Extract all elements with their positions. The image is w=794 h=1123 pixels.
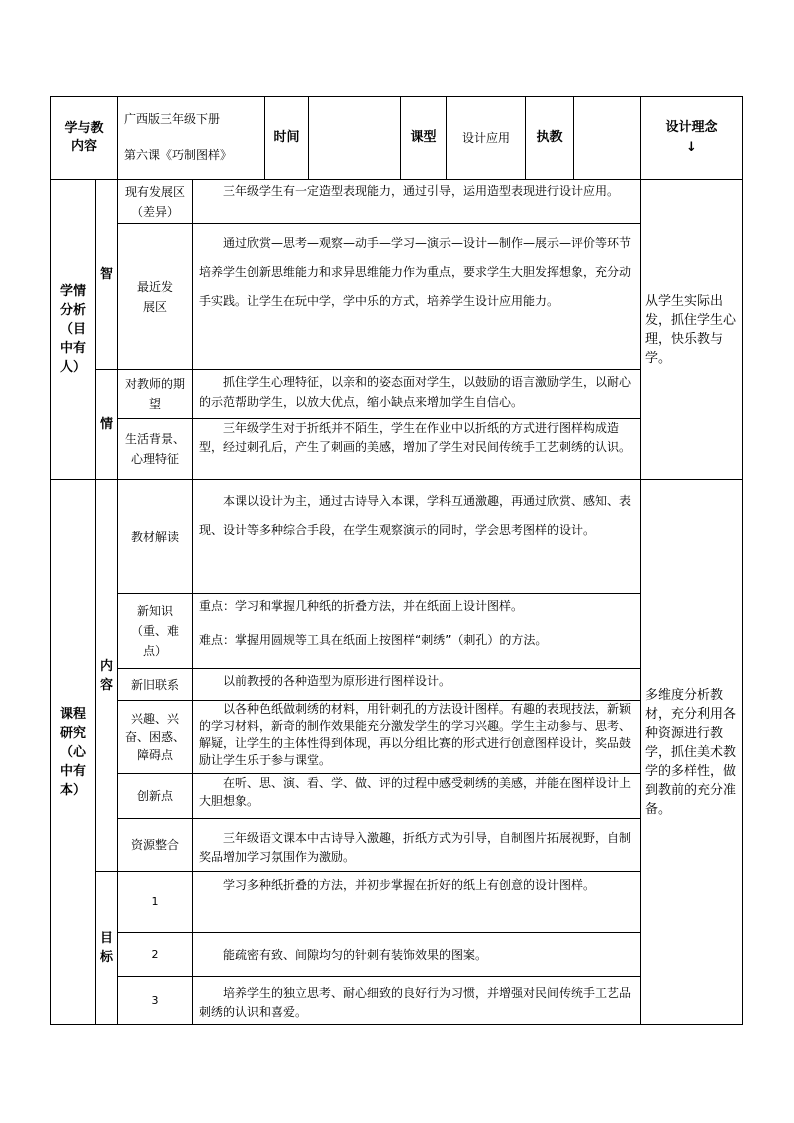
course-info: [118, 97, 264, 179]
teacher-label: 执教: [536, 130, 563, 145]
type-value: 设计应用: [461, 131, 510, 145]
time-label: 时间: [273, 130, 300, 145]
divider: [117, 593, 641, 594]
row-text: 通过欣赏—思考—观察—动手—学习—演示—设计—制作—展示—评价等环节培养学生创新思维能力和求异思维能力作为重点，要求学生大胆发挥想象，充分动手实践。让学生在玩中学，学中乐的方式，培养学生设计应用能力。: [199, 236, 632, 308]
research-concept: [641, 480, 742, 1024]
research-section-label: [51, 480, 95, 1024]
goal-text: [193, 933, 640, 976]
row-label: 生活背景、心理特征: [124, 432, 185, 466]
analysis-concept-text: 从学生实际出发，抓住学生心理，快乐教与学。: [645, 293, 737, 366]
row-text: [193, 596, 640, 668]
design-concept-header-text: 设计理念↓: [665, 120, 718, 155]
goal-text: 学习多种纸折叠的方法，并初步掌握在折好的纸上有创意的设计图样。: [223, 878, 596, 892]
type-label: 课型: [410, 130, 437, 145]
zhi-label: 智: [99, 266, 113, 282]
row-text: [193, 669, 640, 692]
row-text: 三年级学生对于折纸并不陌生，学生在作业中以折纸的方式进行图样构成造型，经过刺孔后，产生了刺画的美感，增加了学生对民间传统手工艺刺绣的认识。: [199, 421, 632, 454]
content-label: [96, 480, 117, 871]
difficult-point: 难点：掌握用圆规等工具在纸面上按图样“刺绣”（刺孔）的方法。: [199, 633, 548, 647]
analysis-concept: [641, 180, 742, 479]
key-point: 重点：学习和掌握几种纸的折叠方法，并在纸面上设计图样。: [199, 599, 524, 613]
row-label: 新旧联系: [130, 677, 179, 692]
table-right-border: [742, 96, 743, 1025]
analysis-section-label: [51, 180, 95, 479]
goal-text-span: 能疏密有致、间隙均匀的针刺有装饰效果的图案。: [223, 947, 488, 962]
row-text: 三年级语文课本中古诗导入激趣，折纸方式为引导，自制图片拓展视野，自制奖品增加学习氛围作为激励。: [199, 831, 632, 864]
teacher-value: [574, 97, 640, 179]
research-section-text: 课程研究（心中有本）: [59, 706, 86, 798]
header-content-label: [51, 97, 117, 179]
goal-number: 1: [151, 895, 159, 908]
row-label: 资源整合: [130, 838, 179, 852]
row-text: 抓住学生心理特征，以亲和的姿态面对学生，以鼓励的语言激励学生，以耐心的示范帮助学生，以放大优点，缩小缺点来增加学生自信心。: [199, 375, 632, 409]
row-text: 本课以设计为主，通过古诗导入本课，学科互通激趣，再通过欣赏、感知、表现、设计等多种综合手段，在学生观察演示的同时，学会思考图样的设计。: [199, 494, 632, 537]
course-grade: 广西版三年级下册: [124, 112, 221, 126]
goal-label: [96, 872, 117, 1024]
row-text: 三年级学生有一定造型表现能力，通过引导，运用造型表现进行设计应用。: [223, 184, 620, 198]
row-text: 在听、思、演、看、学、做、评的过程中感受刺绣的美感，并能在图样设计上大胆想象。: [199, 776, 632, 808]
divider: [117, 976, 641, 977]
row-label: 新知识（重、难点）: [130, 604, 179, 658]
header-content-text: 学与教内容: [64, 121, 104, 154]
row-text: 以各种色纸做刺绣的材料，用针刺孔的方法设计图样。有趣的表现技法，新颖的学习材料，新奇的制作效果能充分激发学生的学习兴趣。学生主动参与、思考、解疑，让学生的主体性得到体现，再以分组比赛的形式进行创意图样设计，奖品鼓励让学生乐于参与课堂。: [199, 702, 632, 767]
row-label: 最近发展区: [136, 279, 173, 314]
course-lesson: 第六课《巧制图样》: [124, 148, 233, 162]
goal-label-text: 目标: [99, 931, 113, 965]
goal-text: 培养学生的独立思考、耐心细致的良好行为习惯，并增强对民间传统手工艺品刺绣的认识和喜爱。: [199, 986, 632, 1019]
row-label: 教材解读: [130, 529, 179, 544]
row-label: 现有发展区（差异）: [124, 184, 185, 219]
divider: [117, 818, 641, 819]
time-value: [309, 97, 400, 179]
divider: [117, 223, 641, 224]
row-text-span: 以前教授的各种造型为原形进行图样设计。: [223, 673, 452, 688]
research-concept-text: 多维度分析教材，充分利用各种资源进行教学，抓住美术教学的多样性，做到教前的充分准备。: [645, 687, 737, 817]
row-label: 兴趣、兴奋、困惑、障碍点: [124, 712, 185, 762]
qing-label: 情: [99, 416, 113, 432]
analysis-section-text: 学情分析（目中有人）: [59, 284, 86, 375]
goal-number: 2: [151, 947, 159, 961]
design-concept-header: [641, 97, 742, 179]
row-label: 创新点: [136, 789, 173, 803]
goal-number: 3: [151, 993, 159, 1007]
row-label: 对教师的期望: [124, 377, 185, 411]
content-label-text: 内容: [99, 658, 113, 693]
